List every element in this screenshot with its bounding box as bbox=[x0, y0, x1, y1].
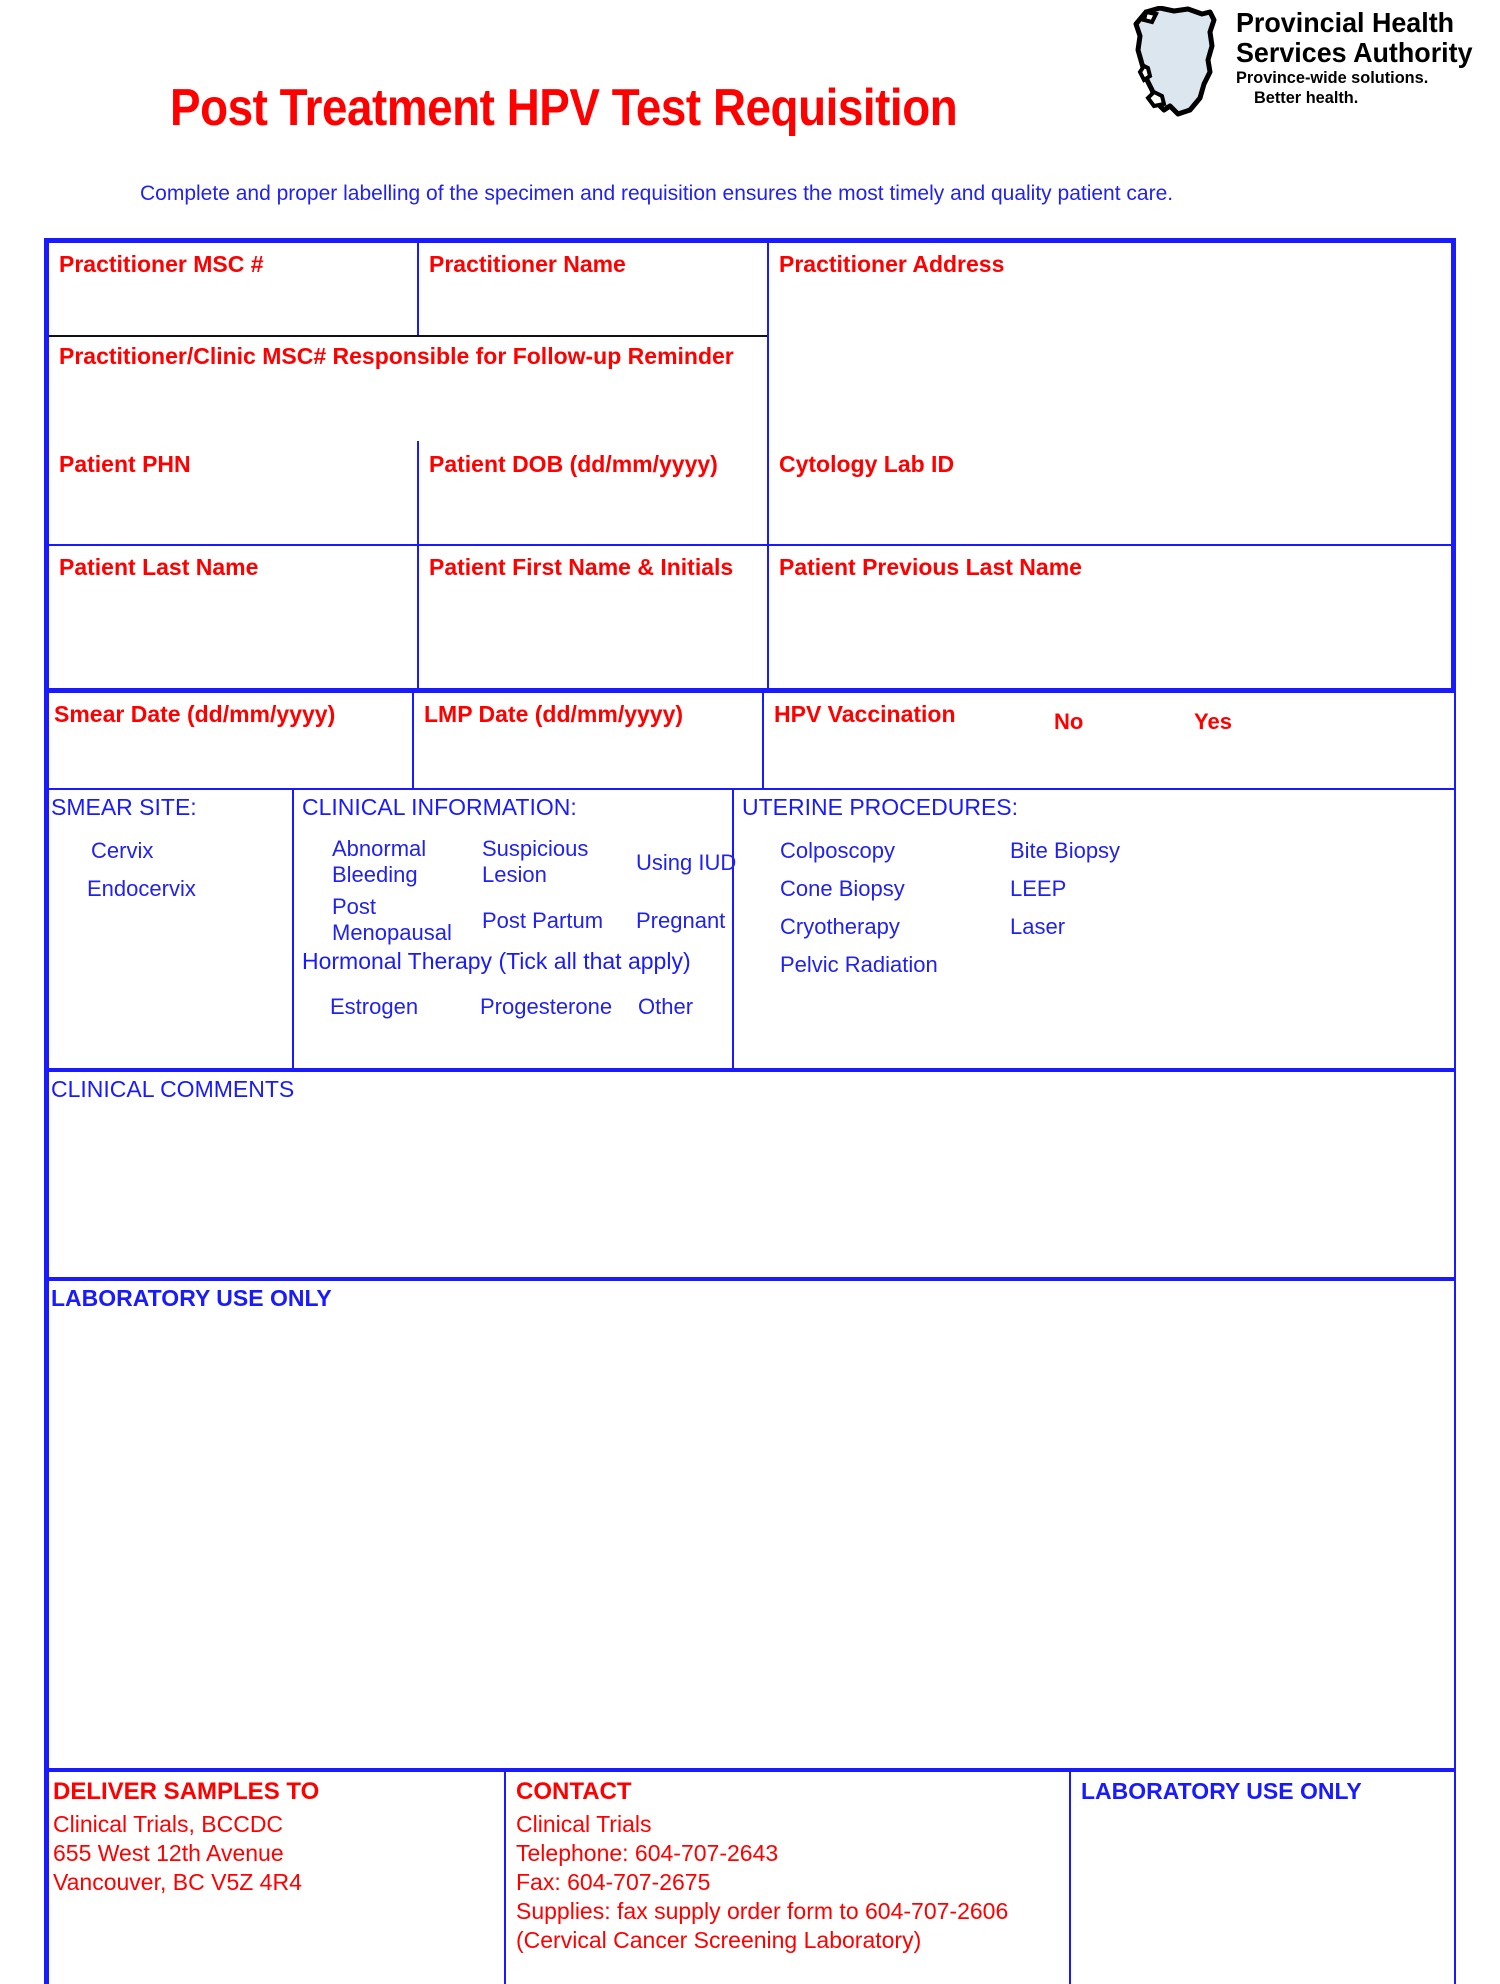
laboratory-use-only-input[interactable] bbox=[49, 1325, 1449, 1765]
cytology-lab-id-label: Cytology Lab ID bbox=[779, 451, 955, 477]
lmp-date-label: LMP Date (dd/mm/yyyy) bbox=[424, 701, 684, 727]
hormonal-option-estrogen[interactable]: Estrogen bbox=[330, 994, 419, 1019]
divider-vertical-1 bbox=[417, 243, 419, 335]
practitioner-section bbox=[44, 238, 1456, 441]
uterine-option-colposcopy[interactable]: Colposcopy bbox=[780, 838, 895, 863]
uterine-option-cryotherapy[interactable]: Cryotherapy bbox=[780, 914, 900, 939]
hormonal-option-progesterone[interactable]: Progesterone bbox=[480, 994, 613, 1019]
smear-site-heading: SMEAR SITE: bbox=[51, 794, 197, 820]
uterine-option-bite-biopsy[interactable]: Bite Biopsy bbox=[1010, 838, 1121, 863]
logo-line-2: Services Authority bbox=[1236, 37, 1473, 68]
divider-horizontal-practitioner bbox=[49, 335, 767, 337]
patient-phn-input[interactable] bbox=[51, 485, 415, 543]
patient-previous-last-name-input[interactable] bbox=[771, 588, 1447, 684]
form-footer bbox=[44, 1772, 1456, 1984]
patient-previous-last-name-label: Patient Previous Last Name bbox=[779, 554, 1082, 580]
divider-vertical-footer-2 bbox=[1069, 1772, 1071, 1984]
clinical-option-using-iud[interactable]: Using IUD bbox=[636, 850, 737, 875]
patient-last-name-label: Patient Last Name bbox=[59, 554, 259, 580]
contact-line-1: Clinical Trials bbox=[516, 1811, 652, 1837]
laboratory-use-only-section bbox=[44, 1281, 1456, 1772]
uterine-option-laser[interactable]: Laser bbox=[1010, 914, 1066, 939]
clinical-option-abnormal-bleeding[interactable]: Abnormal Bleeding bbox=[332, 836, 427, 887]
practitioner-name-label: Practitioner Name bbox=[429, 251, 626, 277]
divider-vertical-3 bbox=[417, 441, 419, 688]
smear-site-option-endocervix[interactable]: Endocervix bbox=[87, 876, 196, 901]
divider-vertical-6 bbox=[762, 693, 764, 788]
bc-map-icon bbox=[1130, 6, 1226, 118]
footer-laboratory-use-only-input[interactable] bbox=[1073, 1816, 1449, 1984]
patient-first-name-input[interactable] bbox=[421, 588, 765, 684]
hormonal-option-other[interactable]: Other bbox=[638, 994, 694, 1019]
lmp-date-input[interactable] bbox=[417, 737, 759, 785]
followup-reminder-label: Practitioner/Clinic MSC# Responsible for Follow-up Reminder bbox=[59, 343, 734, 369]
practitioner-address-label: Practitioner Address bbox=[779, 251, 1005, 277]
uterine-procedures-heading: UTERINE PROCEDURES: bbox=[742, 794, 1019, 820]
logo-text-block bbox=[1236, 8, 1486, 108]
practitioner-msc-input[interactable] bbox=[51, 283, 415, 333]
cytology-lab-id-input[interactable] bbox=[771, 485, 1447, 543]
logo-line-1: Provincial Health bbox=[1236, 7, 1455, 38]
divider-vertical-2 bbox=[767, 243, 769, 441]
patient-first-name-label: Patient First Name & Initials bbox=[429, 554, 734, 580]
clinical-comments-section bbox=[44, 1072, 1456, 1281]
uterine-option-leep[interactable]: LEEP bbox=[1010, 876, 1067, 901]
followup-msc-input[interactable] bbox=[51, 375, 765, 433]
divider-vertical-7 bbox=[292, 790, 294, 1068]
clinical-option-pregnant[interactable]: Pregnant bbox=[636, 908, 726, 933]
patient-section bbox=[44, 441, 1456, 688]
requisition-form bbox=[44, 238, 1456, 1984]
clinical-information-heading: CLINICAL INFORMATION: bbox=[302, 794, 577, 820]
contact-heading: CONTACT bbox=[516, 1778, 632, 1805]
contact-line-4: Supplies: fax supply order form to 604-707-2606 bbox=[516, 1898, 1009, 1924]
clinical-checkbox-zone bbox=[44, 790, 1456, 1072]
form-instruction-text: Complete and proper labelling of the specimen and requisition ensures the most timely and quality patient care. bbox=[140, 182, 1174, 205]
hpv-vaccination-yes-option[interactable]: Yes bbox=[1194, 709, 1232, 734]
deliver-samples-line-1: Clinical Trials, BCCDC bbox=[53, 1811, 284, 1837]
hpv-vaccination-no-option[interactable]: No bbox=[1054, 709, 1084, 734]
divider-vertical-footer-1 bbox=[504, 1772, 506, 1984]
practitioner-msc-label: Practitioner MSC # bbox=[59, 251, 264, 277]
logo-line-4: Better health. bbox=[1254, 88, 1359, 107]
footer-laboratory-use-only-heading: LABORATORY USE ONLY bbox=[1081, 1778, 1362, 1804]
patient-dob-label: Patient DOB (dd/mm/yyyy) bbox=[429, 451, 718, 477]
laboratory-use-only-heading: LABORATORY USE ONLY bbox=[51, 1285, 332, 1311]
deliver-samples-line-3: Vancouver, BC V5Z 4R4 bbox=[53, 1869, 302, 1895]
practitioner-name-input[interactable] bbox=[421, 283, 765, 333]
divider-vertical-5 bbox=[412, 693, 414, 788]
hpv-vaccination-label: HPV Vaccination bbox=[774, 701, 956, 727]
contact-line-3: Fax: 604-707-2675 bbox=[516, 1869, 711, 1895]
deliver-samples-heading: DELIVER SAMPLES TO bbox=[53, 1778, 320, 1805]
smear-site-option-cervix[interactable]: Cervix bbox=[91, 838, 154, 863]
divider-horizontal-patient bbox=[49, 544, 1451, 546]
practitioner-address-input[interactable] bbox=[771, 283, 1447, 433]
page-header bbox=[0, 0, 1500, 180]
logo-line-3: Province-wide solutions. bbox=[1236, 68, 1429, 87]
dates-hpv-section bbox=[44, 688, 1456, 790]
deliver-samples-line-2: 655 West 12th Avenue bbox=[53, 1840, 284, 1866]
divider-vertical-8 bbox=[732, 790, 734, 1068]
contact-line-2: Telephone: 604-707-2643 bbox=[516, 1840, 779, 1866]
clinical-option-suspicious-lesion[interactable]: Suspicious Lesion bbox=[482, 836, 589, 887]
divider-vertical-4 bbox=[767, 441, 769, 688]
patient-last-name-input[interactable] bbox=[51, 588, 415, 684]
clinical-option-post-menopausal[interactable]: Post Menopausal bbox=[332, 894, 452, 945]
patient-dob-input[interactable] bbox=[421, 485, 765, 543]
uterine-option-pelvic-radiation[interactable]: Pelvic Radiation bbox=[780, 952, 938, 977]
clinical-comments-heading: CLINICAL COMMENTS bbox=[51, 1076, 295, 1102]
page-title: Post Treatment HPV Test Requisition bbox=[170, 79, 958, 137]
smear-date-label: Smear Date (dd/mm/yyyy) bbox=[54, 701, 336, 727]
patient-phn-label: Patient PHN bbox=[59, 451, 191, 477]
clinical-option-post-partum[interactable]: Post Partum bbox=[482, 908, 604, 933]
hormonal-therapy-heading: Hormonal Therapy (Tick all that apply) bbox=[302, 948, 691, 974]
smear-date-input[interactable] bbox=[49, 737, 409, 785]
uterine-option-cone-biopsy[interactable]: Cone Biopsy bbox=[780, 876, 905, 901]
contact-line-5: (Cervical Cancer Screening Laboratory) bbox=[516, 1927, 922, 1953]
phsa-logo bbox=[1108, 4, 1486, 120]
clinical-comments-input[interactable] bbox=[49, 1114, 1449, 1272]
